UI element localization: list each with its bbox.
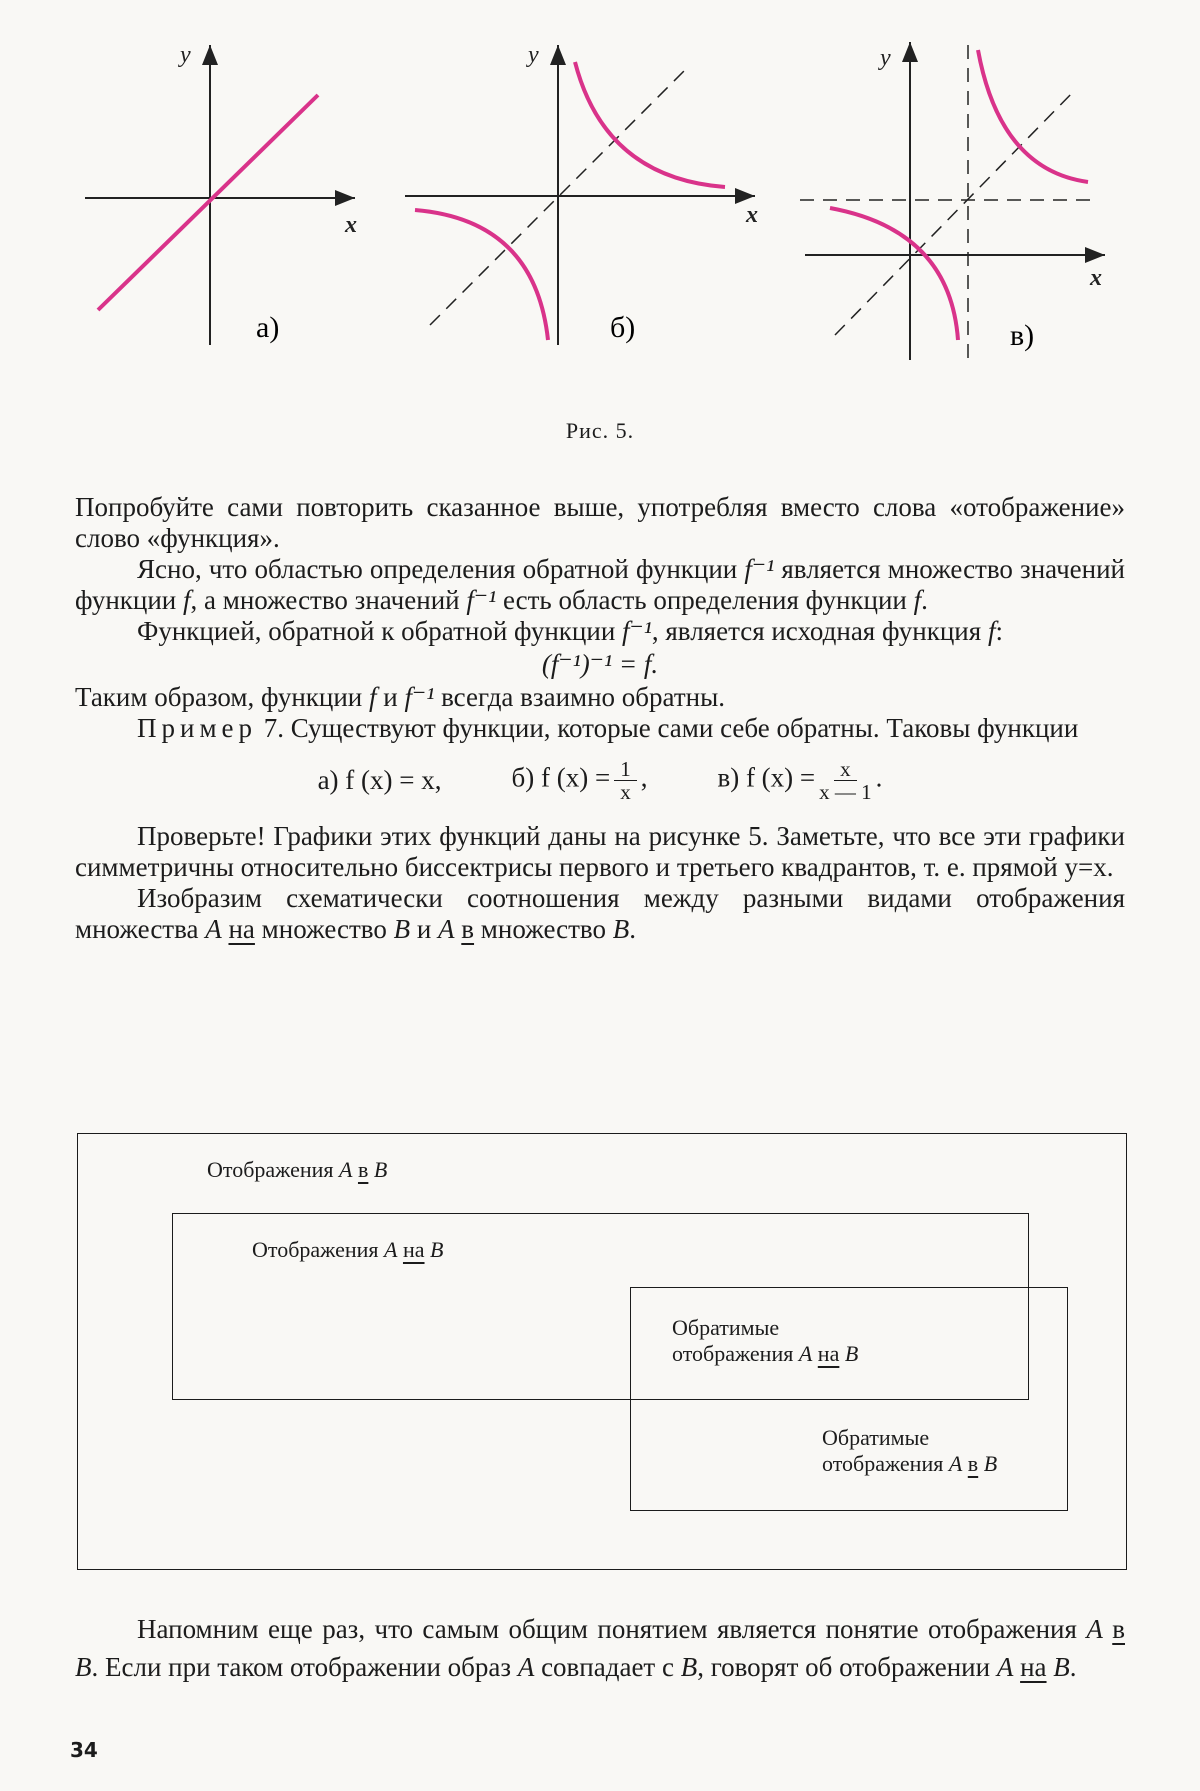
graph-v-y-label: y <box>880 45 891 71</box>
example-a: а) f (x) = x, <box>317 765 442 795</box>
graph-a-line <box>98 95 318 310</box>
graph-a-y-label: y <box>180 42 191 68</box>
paragraph-example: Пример 7. Существуют функции, которые сами себе обратны. Таковы функции <box>137 713 1079 743</box>
label-invertible-into: Обратимые отображения A в B <box>822 1425 998 1476</box>
paragraph-3: Функцией, обратной к обратной функции f⁻¹, является исходная функция f: <box>137 616 1003 646</box>
graph-b-label: б) <box>610 311 636 344</box>
graph-b-hyperbola-upper <box>575 62 725 187</box>
example-v: в) f (x) = $\frac{x}{x — 1}$ . <box>717 757 883 804</box>
graph-v-x-label: x <box>1090 265 1102 291</box>
example-functions <box>75 758 1125 803</box>
graph-a <box>85 42 357 345</box>
closing-paragraph: Напомним еще раз, что самым общим понятием является понятие отображения A в B. Если при таком отображении образ A совпадает с B, говорят об отображении A на B. <box>75 1614 1125 1682</box>
paragraph-6: Проверьте! Графики этих функций даны на рисунке 5. Заметьте, что все эти графики симметричны относительно биссектрисы первого и третьего квадрантов, т. е. прямой y=x. <box>75 821 1125 882</box>
paragraph-7: Изобразим схематически соотношения между разными видами отображения множества A на множество B и A в множество B. <box>75 883 1125 944</box>
graph-a-x-label: x <box>345 212 357 238</box>
mapping-diagram <box>0 1125 1200 1575</box>
graph-v-hyperbola-upper <box>978 50 1088 182</box>
graph-v-label: в) <box>1010 319 1035 352</box>
figure-5-graphs <box>0 0 1200 400</box>
graph-b-x-label: x <box>746 202 758 228</box>
main-text <box>75 492 1125 945</box>
graph-v-hyperbola-lower <box>830 208 958 340</box>
example-b: б) f (x) = $\frac{1}{x}$ , <box>511 757 648 804</box>
label-invertible-onto: Обратимые отображения A на B <box>672 1315 859 1366</box>
graph-a-label: а) <box>256 311 280 344</box>
graph-b <box>405 42 758 345</box>
paragraph-1: Попробуйте сами повторить сказанное выше, употребляя вместо слова «отображение» слово «функция». <box>75 492 1125 553</box>
formula-inverse-of-inverse: (f⁻¹)⁻¹ = f. <box>541 649 659 679</box>
graph-v <box>800 42 1105 360</box>
paragraph-4: Таким образом, функции f и f⁻¹ всегда взаимно обратны. <box>75 682 725 712</box>
page-number: 34 <box>70 1738 98 1762</box>
label-mappings-onto: Отображения A на B <box>252 1237 444 1262</box>
paragraph-2: Ясно, что областью определения обратной функции f⁻¹ является множество значений функции f, а множество значений f⁻¹ есть область определения функции f. <box>75 554 1125 615</box>
figure-caption: Рис. 5. <box>565 418 635 443</box>
label-mappings-into: Отображения A в B <box>207 1157 388 1182</box>
graph-v-bisector <box>835 90 1075 335</box>
graph-b-y-label: y <box>528 42 539 68</box>
